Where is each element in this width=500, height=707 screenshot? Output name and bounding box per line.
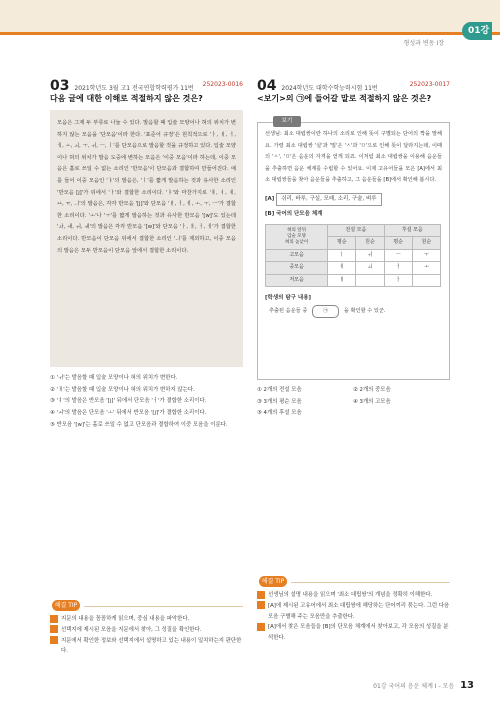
- q04-bogi-box: [257, 122, 450, 380]
- bogi-label: 보기: [273, 116, 301, 127]
- table-cell: ㅜ: [412, 249, 440, 262]
- table-row: [266, 274, 441, 287]
- q03-choices: [50, 373, 243, 432]
- result-label: [학생의 탐구 내용]: [265, 295, 312, 301]
- tip-item: 1 지문의 내용을 꼼꼼하게 읽으며, 중심 내용을 파악한다.: [46, 615, 190, 622]
- q04-source: 2024학년도 대학수학능력시험 11번: [281, 85, 378, 92]
- row-label: 고모음: [266, 249, 328, 262]
- tip-item: 3 지문에서 확인한 정보와 선택지에서 설명하고 있는 내용이 일치하는지 판단한다.: [46, 637, 242, 655]
- table-cell: ㅓ: [384, 262, 412, 275]
- table-cell: ㅟ: [356, 249, 384, 262]
- choice-1[interactable]: ① 2개의 전설 모음: [257, 387, 302, 393]
- page-number: 13: [460, 680, 474, 691]
- table-cell: ㅗ: [412, 262, 440, 275]
- choice-4[interactable]: ④ 3개의 고모음: [353, 398, 391, 405]
- q04-header: [257, 78, 450, 94]
- blank-marker: ㉠: [312, 305, 339, 319]
- choice-2[interactable]: ② 'ㅐ'는 발음할 때 입술 모양이나 혀의 위치가 변하지 않는다.: [50, 386, 195, 393]
- row-label: 중모음: [266, 262, 328, 275]
- table-cell: ㅚ: [356, 262, 384, 275]
- header-rule: [0, 32, 500, 35]
- q04-number: 04: [257, 78, 277, 94]
- section-a-words: 쉬리, 바루, 구실, 모래, 소리, 구술, 벼루: [276, 193, 381, 207]
- table-corner: 혀의 앞뒤 입술 모양 혀의 높낮이: [266, 224, 328, 249]
- q03-title: 다음 글에 대한 이해로 적절하지 않은 것은?: [50, 94, 203, 103]
- col-header: 평순: [384, 237, 412, 250]
- q03-passage: 모음은 그제 두 부류로 나눌 수 있다. 발음할 때 입술 모양이나 혀의 위치가 변하지 않는 모음을 '단모음'이라 한다. '표준어 규정'은 원칙적으로 'ㅏ, ㅐ, ㅓ, ㅔ, ㅗ, ㅚ, ㅜ, ㅟ, ㅡ, ㅣ'를 단모음으로 발음할 것을 규정하고 있다. 입술 모양이나 혀의 위치가 발음 도중에 변하는 모음은 '이중 모음'이라 하는데, 이중 모음은 홀로 쓰일 수 없는 소리인 '반모음'이 단모음과 결합하여 만들어진다. 예를 들어 이중 모음인 'ㅑ'의 발음은, 'ㅣ'를 짧게 발음하는 것과 유사한 소리인 '반모음 [j]'가 뒤에서 'ㅏ'와 결합한 소리이다. 'ㅑ'와 마찬가지로 'ㅒ, ㅕ, ㅖ, ㅛ, ㅠ, ㅢ'의 발음은, 각각 반모음 '[j]'와 단모음 'ㅐ, ㅓ, ㅔ, ㅗ, ㅜ, ㅡ'가 결합한 소리이다. 'ㅗ'나 'ㅜ'를 짧게 발음하는 것과 유사한 반모음 '[w]'도 있는데 'ㅘ, ㅙ, ㅝ, ㅞ'의 발음은 각각 반모음 '[w]'와 단모음 'ㅏ, ㅐ, ㅓ, ㅔ'가 결합한 소리이다. 반모음이 단모음 뒤에서 결합한 소리인 'ㅢ'를 제외하고, 이중 모음의 발음은 모두 반모음이 단모음 앞에서 결합한 소리이다.: [50, 110, 243, 367]
- section-a: [265, 193, 442, 207]
- choice-3[interactable]: ③ 3개의 평순 모음: [257, 398, 302, 405]
- tip-rule: [84, 606, 243, 607]
- table-cell: ㅔ: [328, 262, 356, 275]
- choice-3[interactable]: ③ 'ㅕ'의 발음은 반모음 '[j]' 뒤에서 단모음 'ㅓ'가 결합한 소리이다.: [50, 398, 207, 405]
- choice-5[interactable]: ⑤ 4개의 후설 모음: [257, 410, 302, 417]
- col-header: 원순: [412, 237, 440, 250]
- row-label: 저모음: [266, 274, 328, 287]
- tip-badge: 해결 TIP: [259, 576, 287, 587]
- choice-5[interactable]: ⑤ 반모음 '[w]'는 홀로 쓰일 수 없고 단모음과 결합하여 이중 모음을 이룬다.: [50, 421, 228, 428]
- q03-code: 252023-0016: [202, 81, 243, 88]
- table-cell: ㅐ: [328, 274, 356, 287]
- table-cell: ㅏ: [384, 274, 412, 287]
- table-row: [266, 262, 441, 275]
- q04-title: <보기>의 ㉠에 들어갈 말로 적절하지 않은 것은?: [257, 94, 432, 103]
- q04-choices: [257, 385, 450, 420]
- col-header: 평순: [328, 237, 356, 250]
- q03-header: [50, 78, 243, 94]
- bogi-text: 선생님: 최소 대립쌍이란 하나의 소리로 인해 뜻이 구별되는 단어의 짝을 말해요. 가령 최소 대립쌍 '실'과 '밀'은 'ㅅ'과 'ㅁ'으로 인해 뜻이 달라지는데, 이때의 'ㅅ', 'ㅁ'은 음운의 자격을 얻게 되죠. 이처럼 최소 대립쌍을 이용해 음운들을 추출하면 음운 체계를 수립할 수 있어요. 이제 고유어들을 모은 [A]에서 최소 대립쌍들을 찾아 음운들을 추출하고, 그 음운들을 [B]에서 확인해 봅시다.: [265, 131, 442, 183]
- table-row: [266, 249, 441, 262]
- vowel-table: [265, 224, 441, 288]
- tip-left-list: [46, 614, 243, 657]
- tip-rule: [291, 582, 450, 583]
- col-header: 원순: [356, 237, 384, 250]
- choice-2[interactable]: ② 2개의 중모음: [353, 387, 391, 393]
- footer-text: 01강 국어의 음운 체계 Ⅰ - 모음: [373, 683, 455, 690]
- table-cell: ㅣ: [328, 249, 356, 262]
- table-cell: ㅡ: [384, 249, 412, 262]
- front-vowel-header: 전설 모음: [328, 224, 384, 237]
- choice-4[interactable]: ④ 'ㅚ'의 발음은 단모음 'ㅗ' 뒤에서 반모음 '[j]'가 결합한 소리이다.: [50, 410, 207, 417]
- q04-code: 252023-0017: [409, 81, 450, 88]
- tip-right-list: [253, 590, 450, 644]
- tip-item: 2 [A]에 제시된 고유어에서 최소 대립쌍에 해당하는 단어끼리 묶는다. 그런 다음 모음 구별해 주는 모음만을 추출한다.: [253, 602, 450, 620]
- q03-source: 2021학년도 3월 고1 전국연합학력평가 11번: [74, 85, 194, 92]
- section-a-label: [A]: [265, 195, 275, 202]
- table-cell: [412, 274, 440, 287]
- chapter-label: 형성과 변동 Ⅰ장: [403, 40, 444, 47]
- page-footer: [373, 680, 474, 691]
- tip-item: 1 선생님의 설명 내용을 읽으며 '최소 대립쌍'의 개념을 정확히 이해한다.: [253, 591, 433, 598]
- table-cell: [356, 274, 384, 287]
- back-vowel-header: 후설 모음: [384, 224, 440, 237]
- q03-number: 03: [50, 78, 70, 94]
- section-b-label: [B] 국어의 단모음 체계: [265, 211, 323, 217]
- tip-badge: 해결 TIP: [52, 600, 80, 611]
- header-band: [0, 0, 500, 32]
- lesson-badge: 01강: [462, 22, 492, 40]
- choice-1[interactable]: ① 'ㅟ'는 발음할 때 입술 모양이나 혀의 위치가 변한다.: [50, 375, 178, 381]
- tip-item: 2 선택지에 제시된 모음을 지문에서 찾아, 그 성질을 확인한다.: [46, 626, 202, 633]
- tip-item: 3 [A]에서 찾은 모음들을 [B]의 단모음 체계에서 찾아보고, 각 모음의 성질을 분석한다.: [253, 623, 449, 642]
- result-sentence: 추출된 음운들 중 ㉠ 을 확인할 수 있군.: [265, 305, 442, 319]
